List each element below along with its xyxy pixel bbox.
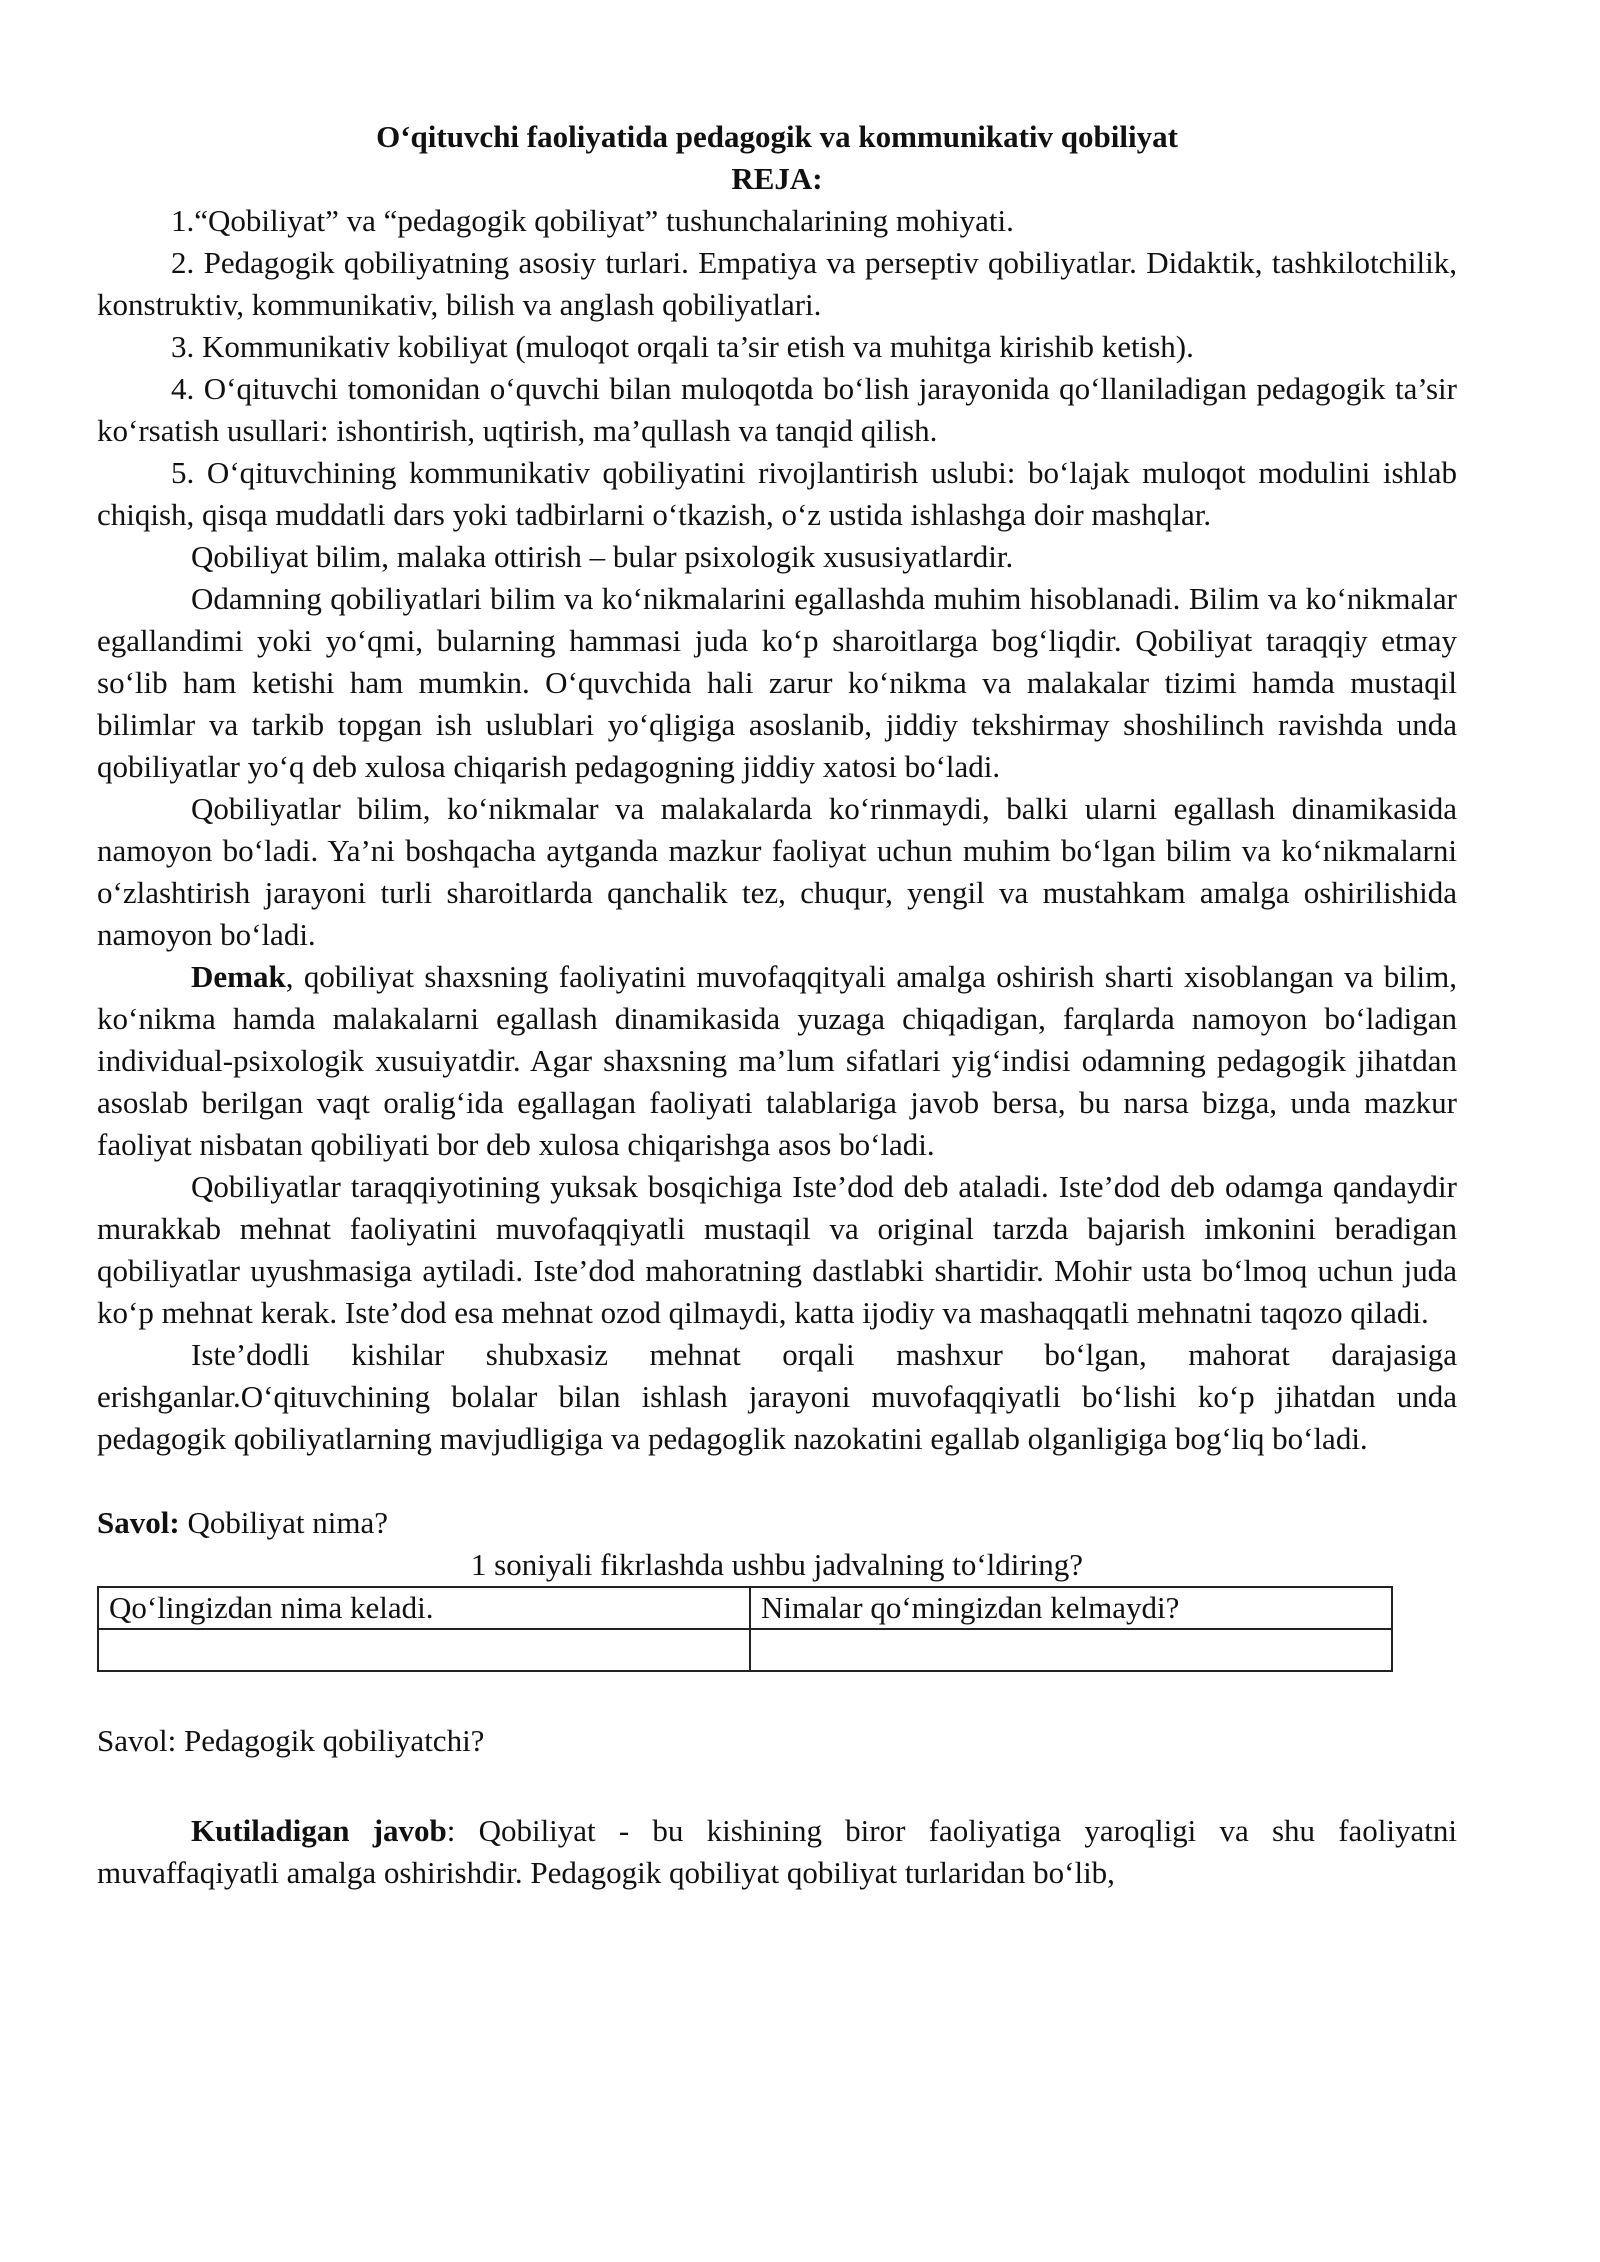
document-title: O‘qituvchi faoliyatida pedagogik va kommunikativ qobiliyat <box>376 119 1178 154</box>
spacer <box>97 1672 1457 1720</box>
spacer <box>97 1762 1457 1810</box>
table-header-cell: Qo‘lingizdan nima keladi. <box>98 1587 750 1629</box>
question-1-label: Savol: <box>97 1505 180 1540</box>
paragraph-4-text: , qobiliyat shaxsning faoliyatini muvofaqqityali amalga oshirish sharti xisoblangan va bilim, ko‘nikma hamda malakalarni egallash dinamikasida yuzaga chiqadigan, farqlarda namoyon bo‘ladigan individual-psixologik xusuiyatdir. Agar shaxsning ma’lum sifatlari yig‘indisi odamning pedagogik jihatdan asoslab berilgan vaqt oralig‘ida egallagan faoliyati talablariga javob bersa, bu narsa bizga, unda mazkur faoliyat nisbatan qobiliyati bor deb xulosa chiqarishga asos bo‘ladi. <box>97 959 1457 1162</box>
answer-table <box>97 1586 1393 1672</box>
plan-item-2: 2. Pedagogik qobiliyatning asosiy turlari. Empatiya va perseptiv qobiliyatlar. Didaktik, tashkilotchilik, konstruktiv, kommunikativ, bilish va anglash qobiliyatlari. <box>97 245 1457 322</box>
expected-answer <box>97 1810 1457 1894</box>
table-row <box>98 1629 1392 1671</box>
paragraph-4 <box>97 956 1457 1166</box>
table-header-row <box>98 1587 1392 1629</box>
question-1 <box>97 1502 1457 1544</box>
expected-answer-label: Kutiladigan javob <box>191 1813 447 1848</box>
paragraph-4-bold-lead: Demak <box>191 959 286 994</box>
paragraph-1: Qobiliyat bilim, malaka ottirish – bular psixologik xususiyatlardir. <box>191 539 1014 574</box>
paragraph-2: Odamning qobiliyatlari bilim va ko‘nikmalarini egallashda muhim hisoblanadi. Bilim va ko‘nikmalar egallandimi yoki yo‘qmi, bularning hammasi juda ko‘p sharoitlarga bog‘liqdir. Qobiliyat taraqqiy etmay so‘lib ham ketishi ham mumkin. O‘quvchida hali zarur ko‘nikma va malakalar tizimi hamda mustaqil bilimlar va tarkib topgan ish uslublari yo‘qligiga asoslanib, jiddiy tekshirmay shoshilinch ravishda unda qobiliyatlar yo‘q deb xulosa chiqarish pedagogning jiddiy xatosi bo‘ladi. <box>97 581 1457 784</box>
plan-item-1: 1.“Qobiliyat” va “pedagogik qobiliyat” tushunchalarining mohiyati. <box>171 203 1014 238</box>
plan-item-4: 4. O‘qituvchi tomonidan o‘quvchi bilan muloqotda bo‘lish jarayonida qo‘llaniladigan pedagogik ta’sir ko‘rsatish usullari: ishontirish, uqtirish, ma’qullash va tanqid qilish. <box>97 371 1457 448</box>
spacer <box>97 1460 1457 1502</box>
paragraph-5: Qobiliyatlar taraqqiyotining yuksak bosqichiga Iste’dod deb ataladi. Iste’dod deb odamga qandaydir murakkab mehnat faoliyatini muvofaqqiyatli mustaqil va original tarzda bajarish imkonini beradigan qobiliyatlar uyushmasiga aytiladi. Iste’dod mahoratning dastlabki shartidir. Mohir usta bo‘lmoq uchun juda ko‘p mehnat kerak. Iste’dod esa mehnat ozod qilmaydi, katta ijodiy va mashaqqatli mehnatni taqozo qiladi. <box>97 1169 1457 1330</box>
table-header-cell: Nimalar qo‘mingizdan kelmaydi? <box>750 1587 1392 1629</box>
plan-item-3: 3. Kommunikativ kobiliyat (muloqot orqali ta’sir etish va muhitga kirishib ketish). <box>171 329 1194 364</box>
table-caption: 1 soniyali fikrlashda ushbu jadvalning to‘ldiring? <box>470 1547 1084 1582</box>
table-cell-empty[interactable] <box>750 1629 1392 1671</box>
paragraph-6: Iste’dodli kishilar shubxasiz mehnat orqali mashxur bo‘lgan, mahorat darajasiga erishganlar.O‘qituvchining bolalar bilan ishlash jarayoni muvofaqqiyatli bo‘lishi ko‘p jihatdan unda pedagogik qobiliyatlarning mavjudligiga va pedagoglik nazokatini egallab olganligiga bog‘liq bo‘ladi. <box>97 1337 1457 1456</box>
plan-heading: REJA: <box>731 161 823 196</box>
paragraph-3: Qobiliyatlar bilim, ko‘nikmalar va malakalarda ko‘rinmaydi, balki ularni egallash dinamikasida namoyon bo‘ladi. Ya’ni boshqacha aytganda mazkur faoliyat uchun muhim bo‘lgan bilim va ko‘nikmalarni o‘zlashtirish jarayoni turli sharoitlarda qanchalik tez, chuqur, yengil va mustahkam amalga oshirilishida namoyon bo‘ladi. <box>97 791 1457 952</box>
expected-answer-text: : Qobiliyat - bu kishining biror faoliyatiga yaroqligi va shu faoliyatni muvaffaqiyatli amalga oshirishdir. Pedagogik qobiliyat qobiliyat turlaridan bo‘lib, <box>97 1813 1457 1890</box>
question-1-text: Qobiliyat nima? <box>179 1505 389 1540</box>
table-cell-empty[interactable] <box>98 1629 750 1671</box>
question-2: Savol: Pedagogik qobiliyatchi? <box>97 1723 485 1758</box>
plan-item-5: 5. O‘qituvchining kommunikativ qobiliyatini rivojlantirish uslubi: bo‘lajak muloqot modulini ishlab chiqish, qisqa muddatli dars yoki tadbirlarni o‘tkazish, o‘z ustida ishlashga doir mashqlar. <box>97 455 1457 532</box>
